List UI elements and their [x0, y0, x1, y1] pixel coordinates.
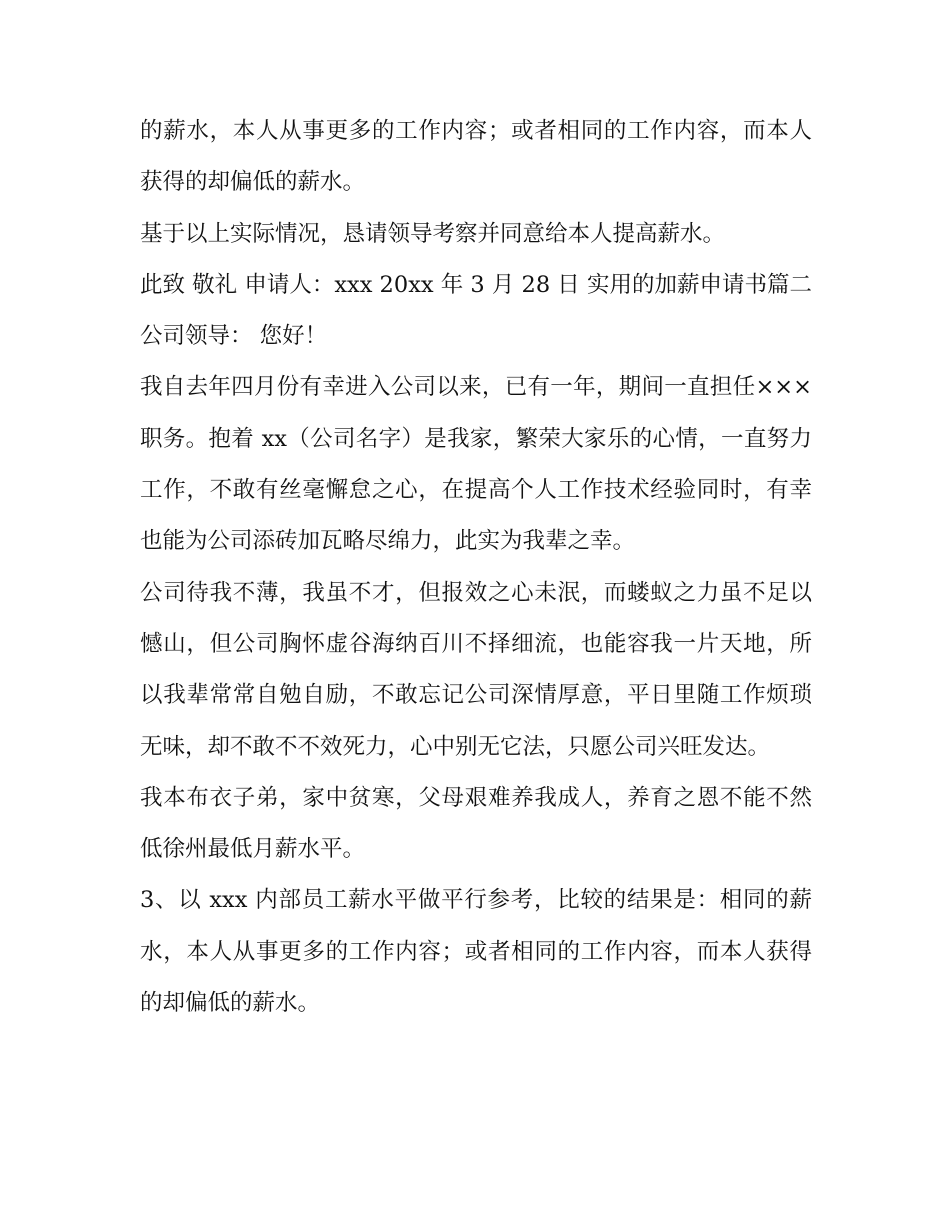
paragraph: 此致 敬礼 申请人：xxx 20xx 年 3 月 28 日 实用的加薪申请书篇二 公司领导： 您好！ [140, 271, 812, 350]
paragraph: 我本布衣子弟，家中贫寒，父母艰难养我成人，养育之恩不能不然低徐州最低月薪水平。 [140, 784, 812, 863]
paragraph: 3、以 xxx 内部员工薪水平做平行参考，比较的结果是：相同的薪水，本人从事更多的工作内容；或者相同的工作内容，而本人获得的却偏低的薪水。 [140, 887, 812, 1017]
paragraph: 公司待我不薄，我虽不才，但报效之心未泯，而蝼蚁之力虽不足以憾山，但公司胸怀虚谷海纳百川不择细流，也能容我一片天地，所以我辈常常自勉自励，不敢忘记公司深情厚意，平日里随工作烦琐无味，却不敢不不效死力，心中别无它法，只愿公司兴旺发达。 [140, 579, 812, 760]
document-body [140, 106, 812, 1029]
paragraph: 我自去年四月份有幸进入公司以来，已有一年，期间一直担任×××职务。抱着 xx（公司名字）是我家，繁荣大家乐的心情，一直努力工作，不敢有丝毫懈怠之心，在提高个人工作技术经验同时，有幸也能为公司添砖加瓦略尽绵力，此实为我辈之幸。 [140, 374, 812, 555]
paragraph: 的薪水，本人从事更多的工作内容；或者相同的工作内容，而本人获得的却偏低的薪水。 [140, 118, 812, 196]
paragraph: 基于以上实际情况，恳请领导考察并同意给本人提高薪水。 [140, 220, 726, 247]
